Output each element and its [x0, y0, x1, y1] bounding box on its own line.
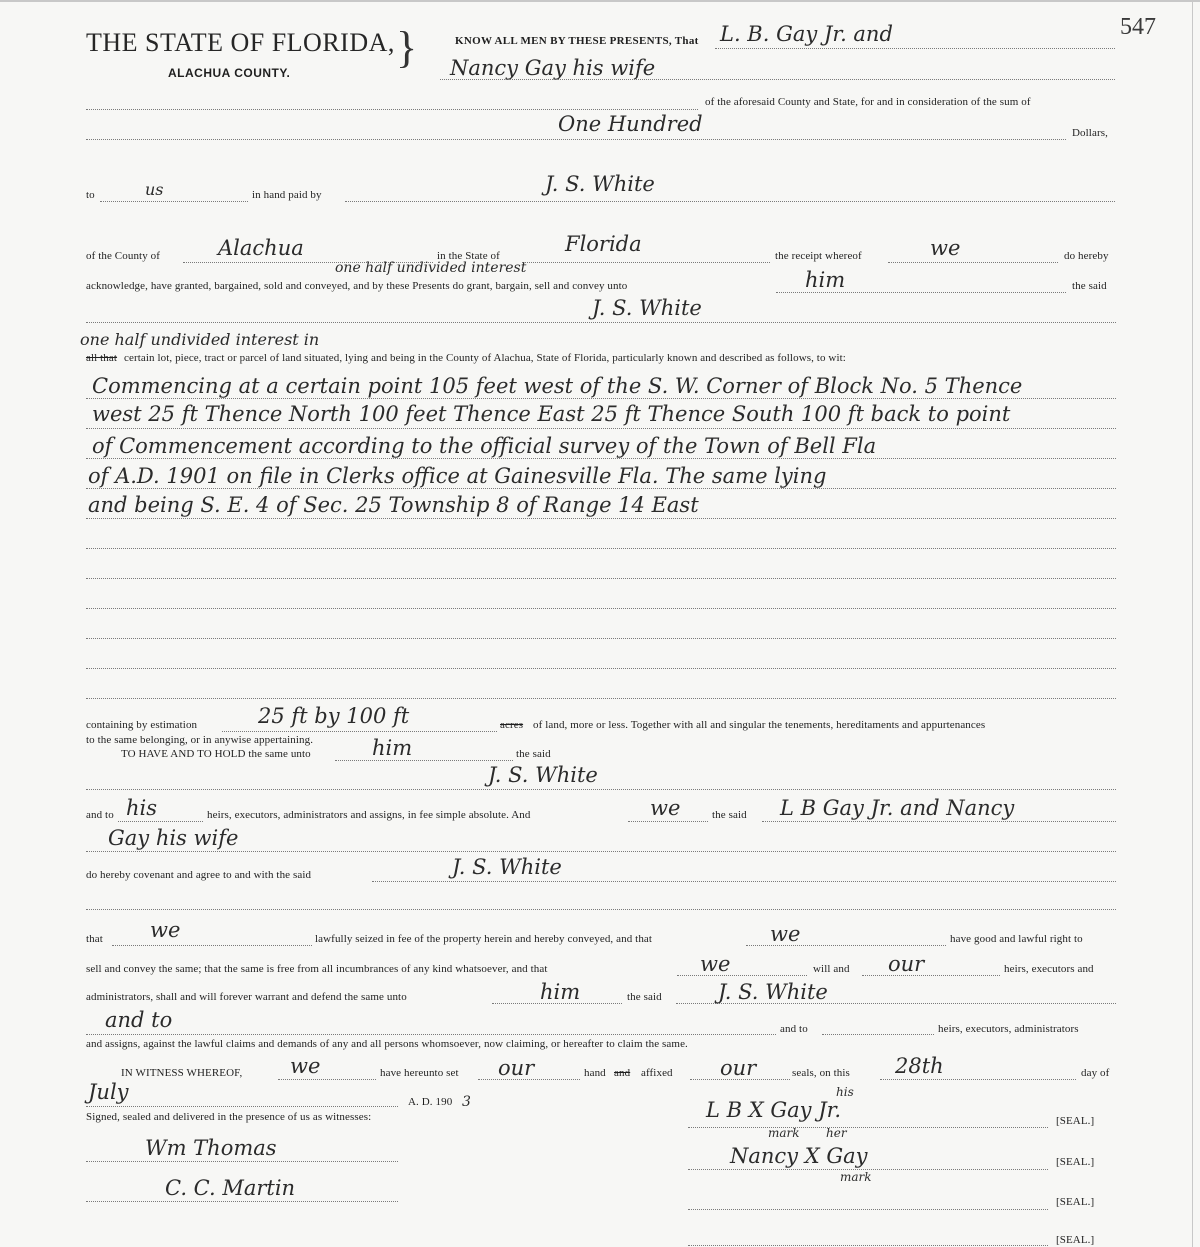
defend-unto-fill: him: [540, 980, 581, 1004]
rule: [86, 108, 698, 110]
top-edge: [0, 0, 1200, 2]
rule: [278, 1078, 376, 1080]
rule: [86, 1200, 398, 1202]
that-text: that: [86, 933, 103, 945]
and-to-note: and to: [105, 1008, 173, 1032]
mark-note: mark: [768, 1126, 800, 1140]
signed-sealed-text: Signed, sealed and delivered in the presence of us as witnesses:: [86, 1111, 372, 1123]
his-note: his: [836, 1085, 854, 1099]
rule: [677, 974, 807, 976]
description-line: west 25 ft Thence North 100 feet Thence East 25 ft Thence South 100 ft back to point: [92, 402, 1011, 426]
rule: [86, 637, 1116, 639]
rule: [86, 667, 1116, 669]
aforesaid-text: of the aforesaid County and State, for and in consideration of the sum of: [705, 96, 1031, 108]
and-struck: and: [614, 1067, 631, 1079]
containing-text: containing by estimation: [86, 719, 198, 731]
year-digit: 3: [462, 1094, 471, 1110]
the-said-text: the said: [1072, 280, 1107, 292]
know-all-men: KNOW ALL MEN BY THESE PRESENTS, That: [455, 35, 699, 47]
rule: [762, 820, 1116, 822]
page-number: 547: [1120, 14, 1156, 40]
rule: [222, 730, 497, 732]
sum-amount: One Hundred: [558, 112, 703, 136]
rule: [86, 517, 1116, 519]
rule: [100, 200, 248, 202]
have-hold-said: J. S. White: [488, 763, 598, 787]
and-we-fill: we: [650, 796, 681, 820]
hand-paid-text: in hand paid by: [252, 189, 322, 201]
state-of-text: in the State of: [437, 250, 500, 262]
have-hold-unto: him: [372, 736, 413, 760]
and-to-text: and to: [86, 809, 114, 821]
rule: [86, 1033, 776, 1035]
sell-convey-text: sell and convey the same; that the same is free from all incumbrances of any kind whatsoever, and that: [86, 963, 548, 975]
estimation-fill: 25 ft by 100 ft: [258, 704, 410, 728]
grantors-line1: L. B. Gay Jr. and: [720, 22, 893, 46]
receipt-text: the receipt whereof: [775, 250, 862, 262]
rule: [440, 78, 1115, 80]
rule: [86, 321, 1116, 323]
rule: [688, 1244, 1048, 1246]
the-said-text: the said: [516, 748, 551, 760]
rule: [345, 200, 1115, 202]
seals-text: seals, on this: [792, 1067, 850, 1079]
seal-label: [SEAL.]: [1056, 1115, 1095, 1127]
rule: [715, 47, 1115, 49]
and-to-text: and to: [780, 1023, 808, 1035]
do-hereby-text: do hereby: [1064, 250, 1109, 262]
rule: [522, 261, 770, 263]
margin-note: one half undivided interest in: [80, 330, 320, 349]
right-edge: [1192, 0, 1193, 1247]
to-text: to: [86, 189, 95, 201]
rule: [688, 1168, 1048, 1170]
witness-1: Wm Thomas: [145, 1136, 277, 1160]
description-line: of A.D. 1901 on file in Clerks office at Gainesville Fla. The same lying: [88, 464, 827, 488]
grantors-line2: Nancy Gay his wife: [450, 56, 656, 80]
have-hereunto-text: have hereunto set: [380, 1067, 459, 1079]
day-of-text: day of: [1081, 1067, 1110, 1079]
to-have-text: TO HAVE AND TO HOLD the same unto: [121, 748, 311, 760]
certain-lot-text: certain lot, piece, tract or parcel of land situated, lying and being in the County of Alachua, State of Florida, particularly known and described as follows, to wit:: [124, 352, 846, 364]
rule: [86, 397, 1116, 399]
description-line: of Commencement according to the official survey of the Town of Bell Fla: [92, 434, 877, 458]
rule: [86, 1105, 398, 1107]
rule: [888, 261, 1058, 263]
month-fill: July: [88, 1080, 129, 1104]
rule: [86, 487, 1116, 489]
state-title: THE STATE OF FLORIDA,: [86, 28, 395, 57]
said-grantors-2: Gay his wife: [108, 826, 239, 850]
set-our-fill: our: [498, 1056, 535, 1080]
witness-2: C. C. Martin: [165, 1176, 296, 1200]
rule: [86, 607, 1116, 609]
description-line: and being S. E. 4 of Sec. 25 Township 8 of Range 14 East: [88, 493, 699, 517]
rule: [86, 427, 1116, 429]
rule: [880, 1078, 1076, 1080]
good-right-text: have good and lawful right to: [950, 933, 1083, 945]
witness-we-fill: we: [290, 1054, 321, 1078]
rule: [86, 908, 1116, 910]
covenant-with: J. S. White: [452, 855, 562, 879]
heirs-of-fill: his: [126, 796, 158, 820]
mark-note: mark: [840, 1170, 872, 1184]
seal-label: [SEAL.]: [1056, 1196, 1095, 1208]
county-fill: Alachua: [218, 236, 304, 260]
paid-by: J. S. White: [545, 172, 655, 196]
lawfully-text: lawfully seized in fee of the property herein and hereby conveyed, and that: [315, 933, 653, 945]
rule: [86, 547, 1116, 549]
rule: [118, 820, 203, 822]
rule: [86, 788, 1116, 790]
belonging-text: to the same belonging, or in anywise appertaining.: [86, 734, 314, 746]
rule: [86, 577, 1116, 579]
acres-struck: acres: [500, 719, 524, 731]
rule: [86, 1160, 398, 1162]
heirs-text: heirs, executors, administrators: [938, 1023, 1079, 1035]
grantee-name: J. S. White: [592, 296, 702, 320]
heirs-text: heirs, executors, administrators and assigns, in fee simple absolute. And: [207, 809, 531, 821]
covenant-text: do hereby covenant and agree to and with the said: [86, 869, 312, 881]
rule: [86, 457, 1116, 459]
seal-label: [SEAL.]: [1056, 1234, 1095, 1246]
of-land-text: of land, more or less. Together with all and singular the tenements, hereditaments and appurtenances: [533, 719, 986, 731]
description-line: Commencing at a certain point 105 feet west of the S. W. Corner of Block No. 5 Thence: [92, 374, 1023, 398]
day-fill: 28th: [895, 1054, 944, 1078]
rule: [862, 974, 1000, 976]
county-of-text: of the County of: [86, 250, 161, 262]
rule: [86, 138, 1066, 140]
rule: [688, 1126, 1048, 1128]
and-that-we2-fill: we: [700, 952, 731, 976]
affixed-text: affixed: [641, 1067, 673, 1079]
will-and-our-fill: our: [888, 952, 925, 976]
that-we-fill: we: [150, 918, 181, 942]
rule: [688, 1208, 1048, 1210]
affixed-our-fill: our: [720, 1056, 757, 1080]
rule: [822, 1033, 934, 1035]
the-said-text: the said: [627, 991, 662, 1003]
defend-said-fill: J. S. White: [718, 980, 828, 1004]
all-that-struck: all that: [86, 352, 118, 364]
and-that-we-fill: we: [770, 922, 801, 946]
administrators-text: administrators, shall and will forever warrant and defend the same unto: [86, 991, 407, 1003]
said-grantors-1: L B Gay Jr. and Nancy: [780, 796, 1015, 820]
hand-text: hand: [584, 1067, 606, 1079]
will-and-text: will and: [813, 963, 850, 975]
county-heading: ALACHUA COUNTY.: [168, 66, 291, 80]
to-whom: us: [145, 180, 164, 199]
rule: [86, 697, 1116, 699]
grantor1-signature: L B X Gay Jr.: [706, 1098, 842, 1122]
rule: [86, 850, 1116, 852]
seal-label: [SEAL.]: [1056, 1156, 1095, 1168]
dollars-text: Dollars,: [1072, 127, 1108, 139]
acknowledge-text: acknowledge, have granted, bargained, sold and conveyed, and by these Presents do grant, bargain, sell and convey unto: [86, 280, 628, 292]
rule: [112, 944, 312, 946]
ad-text: A. D. 190: [408, 1096, 453, 1108]
rule: [372, 880, 1116, 882]
heirs-text: heirs, executors and: [1004, 963, 1094, 975]
in-witness-text: IN WITNESS WHEREOF,: [121, 1067, 243, 1079]
rule: [335, 759, 513, 761]
grantor2-signature: Nancy X Gay: [730, 1144, 868, 1168]
state-fill: Florida: [565, 232, 642, 256]
rule: [628, 820, 708, 822]
assigns-text: and assigns, against the lawful claims and demands of any and all persons whomsoever, now claiming, or hereafter to claim the same.: [86, 1038, 688, 1050]
her-note: her: [826, 1126, 847, 1140]
the-said-text: the said: [712, 809, 747, 821]
interlineation: one half undivided interest: [335, 260, 527, 276]
receipt-fill: we: [930, 236, 961, 260]
unto-fill: him: [805, 268, 846, 292]
brace-mark: }: [396, 23, 418, 72]
